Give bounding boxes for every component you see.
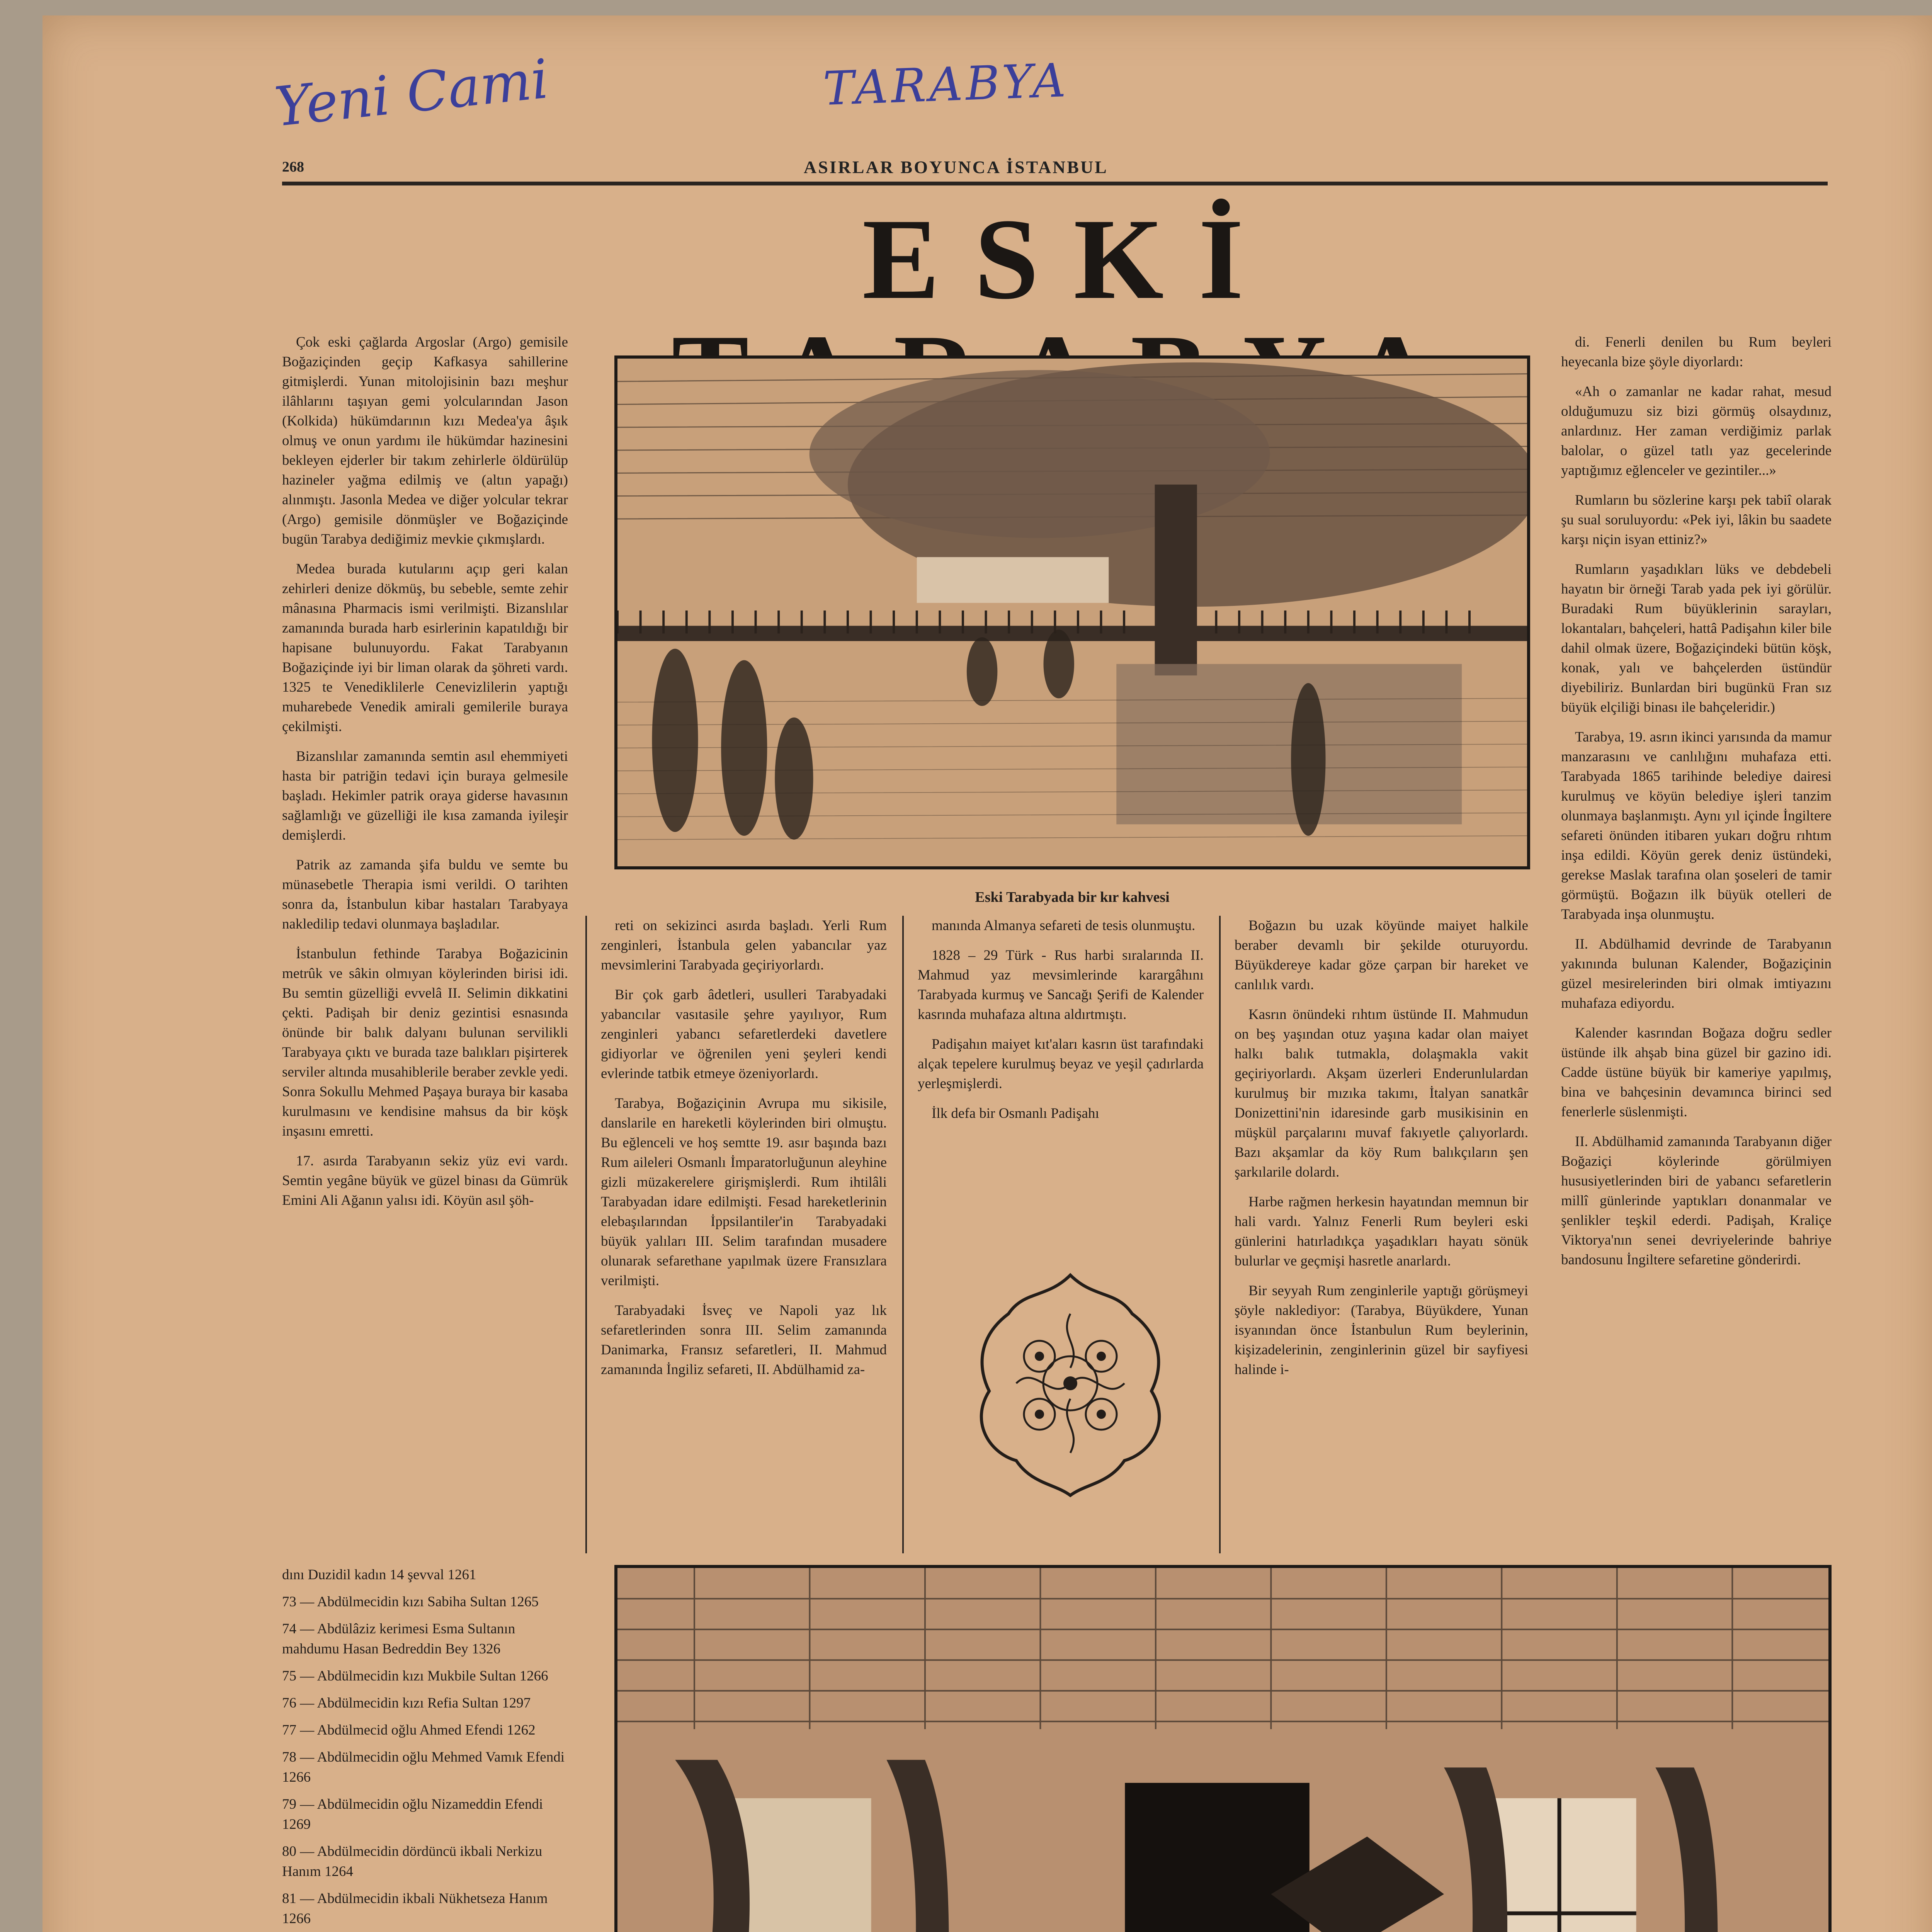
column-5	[1561, 332, 1832, 1280]
paragraph: İstanbulun fethinde Tarabya Boğazicinin metrûk ve sâkin olmıyan köylerinden birisi idi. Bu semtin güzelliği evvelâ II. Selimin dikkatini çekti. Padişah bir deniz gezintisi esnasında önünde bir balık dalyanı bulunan servilikli Tarabyaya çıktı ve burada taze balıkları pişirterek serviler altında musahiblerile beraber zevkle yedi. Sonra Sokullu Mehmed Paşaya buraya bir kasaba kurulmasını ve kendisine mahsus da bir köşk inşasını emretti.	[282, 946, 568, 1139]
handwritten-note-center: TARABYA	[822, 53, 1070, 116]
paragraph: Kalender kasrından Boğaza doğru sedler üstünde ilk ahşab bina güzel bir gazino idi. Cadde üstüne büyük bir kameriye yapılmış, bina ve bahçesinin devamınca birinci sed fenerlerle süslenmişti.	[1561, 1025, 1832, 1120]
tomb-engraving-icon	[617, 1568, 1828, 1932]
newspaper-page	[43, 15, 1932, 1932]
paragraph: Harbe rağmen herkesin hayatından memnun bir hali vardı. Yalnız Fenerli Rum beyleri eski günlerini hatırladıkça yaşadıkları hayatı sönük bulurlar ve geçmişi hasretle anarlardı.	[1235, 1194, 1528, 1269]
paragraph: Boğazın bu uzak köyünde maiyet halkile beraber devamlı bir şekilde oturuyordu. Büyükdereye kadar göze çarpan bir hareket ve canlılık vardı.	[1235, 918, 1528, 993]
list-item: 79 — Abdülmecidin oğlu Nizameddin Efendi 1269	[282, 1796, 543, 1832]
column-3	[918, 916, 1204, 1133]
article-title: ESKİ	[862, 195, 1279, 323]
list-item: dını Duzidil kadın 14 şevval 1261	[282, 1567, 476, 1583]
column-divider	[902, 916, 904, 1553]
ornament	[970, 1267, 1171, 1499]
paragraph: «Ah o zamanlar ne kadar rahat, mesud olduğumuzu siz bizi görmüş olsaydınız, anlardınız. Her zaman verdiğimiz parlak balolar, o güzel tatlı yaz gecelerinde yaptığımız eğlenceler ve gezintiler...»	[1561, 384, 1832, 478]
paragraph: Padişahın maiyet kıt'aları kasrın üst tarafındaki alçak tepelere kurulmuş beyaz ve yeşil çadırlarda yerleşmişlerdi.	[918, 1036, 1204, 1092]
handwritten-note-left: Yeni Cami	[272, 48, 552, 139]
paragraph: Medea burada kutularını açıp geri kalan zehirleri denize dökmüş, bu sebeble, semte zehir mânasına Pharmacis ismi verilmişti. Bizanslılar zamanında burada harb esirlerinin kapatıldığı bir hapisane bulunuyordu. Fakat Tarabyanın Boğaziçinde iyi bir liman olarak da şöhreti vardı. 1325 te Venediklilerle Cenevizlilerin yaptığı muharebede Venedik amirali gemilerile buraya çekilmişti.	[282, 561, 568, 735]
paragraph: II. Abdülhamid zamanında Tarabyanın diğer Boğaziçi köylerinde görülmiyen hususiyetlerinden biri de yabancı sefaretlerin millî günlerinde yaptıkları donanmalar ve şenlikler teşkil ederdi. Padişah, Kraliçe Viktorya'nın senei devriyelerinde bahriye bandosunu İngiltere sefaretine gönderirdi.	[1561, 1134, 1832, 1268]
paragraph: Bizanslılar zamanında semtin asıl ehemmiyeti hasta bir patriğin tedavi için buraya gelmesile başladı. Hekimler patrik oraya giderse havasının sağlamlığı ve güzelliği ile kısa zamanda iyileşir demişlerdi.	[282, 748, 568, 843]
paragraph: İlk defa bir Osmanlı Padişahı	[932, 1105, 1099, 1121]
page-header	[282, 155, 1820, 178]
top-image-caption: Eski Tarabyada bir kır kahvesi	[975, 889, 1170, 905]
paragraph: Rumların yaşadıkları lüks ve debdebeli hayatın bir örneği Tarab yada pek iyi görülür. Buradaki Rum büyüklerinin sarayları, lokantaları, bahçeleri, hattâ Padişahın kiler bile dahil olmak üzere, Boğaziçindeki bütün köşk, konak, yalı ve bahçelerden üstündür diyebiliriz. Bunlardan biri bugünkü Fran sız büyük elçiliği binası ile bahçeleridir.)	[1561, 561, 1832, 715]
list-item: 74 — Abdülâziz kerimesi Esma Sultanın mahdumu Hasan Bedreddin Bey 1326	[282, 1621, 515, 1657]
paragraph: Tarabyadaki İsveç ve Napoli yaz lık sefaretlerinden sonra III. Selim zamanında Danimarka, Fransız sefaretleri, II. Mahmud zamanında İngiliz sefareti, II. Abdülhamid za-	[601, 1303, 887, 1378]
paragraph: Bir seyyah Rum zenginlerile yaptığı görüşmeyi şöyle naklediyor: (Tarabya, Büyükdere, Yunan isyanından önce İstanbulun Rum beylerinin, kişizadelerinin, zenginlerinin güzel bir sayfiyesi halinde i-	[1235, 1283, 1528, 1378]
paragraph: Tarabya, Boğaziçinin Avrupa mu sikisile, danslarile en hareketli köylerinden biri olmuştu. Bu eğlenceli ve hoş semtte 19. asır başında bazı Rum aileleri Osmanlı İmparatorluğunun aleyhine gizli müzakerelere girişmişlerdi. Rum ihtilâli Tarabyadan idare edilmişti. Fesad hareketlerinin elebaşılarından İppsilantiler'in Tarabyadaki büyük yalıları III. Selim tarafından musadere olunarak sefarethane yapılmak üzere Fransızlara verilmişti.	[601, 1095, 887, 1289]
paragraph: Çok eski çağlarda Argoslar (Argo) gemisile Boğaziçinden geçip Kafkasya sahillerine gitmişlerdi. Yunan mitolojisinin bazı meşhur ilâhlarını taşıyan gemi yolcularından Jason (Kolkida) hükümdarının kızı Medea'ya âşık olmuş ve onun yardımı ile hükümdar hazinesini bekleyen ejderler bir takım zehirlerle öldürülüp hazineler yağma edilmiş ve (altın yapağı) alınmıştı. Jasonla Medea ve diğer yolcular tekrar (Argo) gemisile dönmüşler ve Boğaziçinde bugün Tarabya dediğimiz mevkie çıkmışlardı.	[282, 334, 568, 547]
paragraph: reti on sekizinci asırda başladı. Yerli Rum zenginleri, İstanbula gelen yabancılar yaz mevsimlerini Tarabyada geçiriyorlardı.	[601, 918, 887, 973]
column-1	[282, 332, 568, 1220]
list-item: 76 — Abdülmecidin kızı Refia Sultan 1297	[282, 1695, 531, 1711]
list-item: 81 — Abdülmecidin ikbali Nükhetseza Hanım 1266	[282, 1891, 548, 1927]
floral-medallion-icon	[970, 1267, 1171, 1499]
list-item: 75 — Abdülmecidin kızı Mukbile Sultan 1266	[282, 1668, 548, 1684]
paragraph: Bir çok garb âdetleri, usulleri Tarabyadaki yabancılar vasıtasile şehre yayılıyor, Rum zenginleri yabancı sefaretlerdeki davetlere gidiyorlar ve öğrenilen yeni şeyleri kendi evlerinde tatbik etmeye özeniyorlardı.	[601, 987, 887, 1082]
paragraph: Patrik az zamanda şifa buldu ve semte bu münasebetle Therapia ismi verildi. O tarihten sonra da, İstanbulun kibar hastaları Tarabyaya nakledilip tedavi olunmaya başladılar.	[282, 857, 568, 932]
paragraph: di. Fenerli denilen bu Rum beyleri heyecanla bize şöyle diyorlardı:	[1561, 334, 1832, 370]
paragraph: II. Abdülhamid devrinde de Tarabyanın yakınında bulunan Kalender, Boğaziçinin güzel mesirelerinden biri olmak imtiyazını muhafaza ediyordu.	[1561, 936, 1832, 1011]
list-item: 78 — Abdülmecidin oğlu Mehmed Vamık Efendi 1266	[282, 1749, 565, 1785]
page-number: 268	[282, 159, 304, 175]
list-item: 73 — Abdülmecidin kızı Sabiha Sultan 1265	[282, 1594, 539, 1610]
column-2	[601, 916, 887, 1389]
running-title: ASIRLAR BOYUNCA İSTANBUL	[804, 157, 1108, 177]
paragraph: Kasrın önündeki rıhtım üstünde II. Mahmudun on beş yaşından otuz yaşına kadar olan maiyet halkı balık tutmakla, dolaşmakla vakit geçiriyorlardı. Akşam üzerleri Enderunlulardan kurulmuş bir mızıka takımı, İtalyan sanatkâr Donizettini'nin idaresinde garb musikisinin en müşkül parçalarını muvaf fakıyetle çalıyorlardı. Bazı akşamlar da köy Rum balıkçıların şen şarkılarile dolardı.	[1235, 1007, 1528, 1180]
list-item: 77 — Abdülmecid oğlu Ahmed Efendi 1262	[282, 1722, 536, 1738]
top-engraving	[614, 355, 1530, 869]
column-divider	[1219, 916, 1221, 1553]
paragraph: Rumların bu sözlerine karşı pek tabiî olarak şu sual soruluyordu: «Pek iyi, lâkin bu saadete karşı niçin isyan ettiniz?»	[1561, 492, 1832, 548]
paragraph: manında Almanya sefareti de tesis olunmuştu.	[932, 918, 1196, 934]
list-item: 80 — Abdülmecidin dördüncü ikbali Nerkizu Hanım 1264	[282, 1844, 543, 1879]
bottom-engraving	[614, 1565, 1832, 1932]
paragraph: Tarabya, 19. asrın ikinci yarısında da mamur manzarasını ve canlılığını muhafaza etti. Tarabyada 1865 tarihinde belediye dairesi kurulmuş ve köyün belediye işleri tanzim olunmaya başlanmıştı. Aynı yıl içinde İngiltere sefareti önünden itibaren yukarı doğru rıhtım inşa edildi. Köyün gerek deniz üstündeki, gerekse Maslak tarafına olan şoseleri de tamir görmüştü. Boğazın ilk büyük otelleri de Tarabyada inşa olunmuştu.	[1561, 729, 1832, 922]
paragraph: 17. asırda Tarabyanın sekiz yüz evi vardı. Semtin yegâne büyük ve güzel binası da Gümrük Emini Ali Ağanın yalısı idi. Köyün asıl şöh-	[282, 1153, 568, 1208]
header-rule	[282, 182, 1828, 185]
paragraph: 1828 – 29 Türk - Rus harbi sıralarında II. Mahmud yaz mevsimlerinde karargâhını Tarabyada kurmuş ve Sancağı Şerifi de Kalender kasrında muhafaza altına aldırtmıştı.	[918, 947, 1204, 1022]
column-divider	[585, 916, 587, 1553]
column-4	[1235, 916, 1528, 1389]
torn-edge	[0, 1507, 23, 1932]
cafe-engraving-icon	[617, 359, 1527, 866]
burial-list	[282, 1565, 568, 1932]
